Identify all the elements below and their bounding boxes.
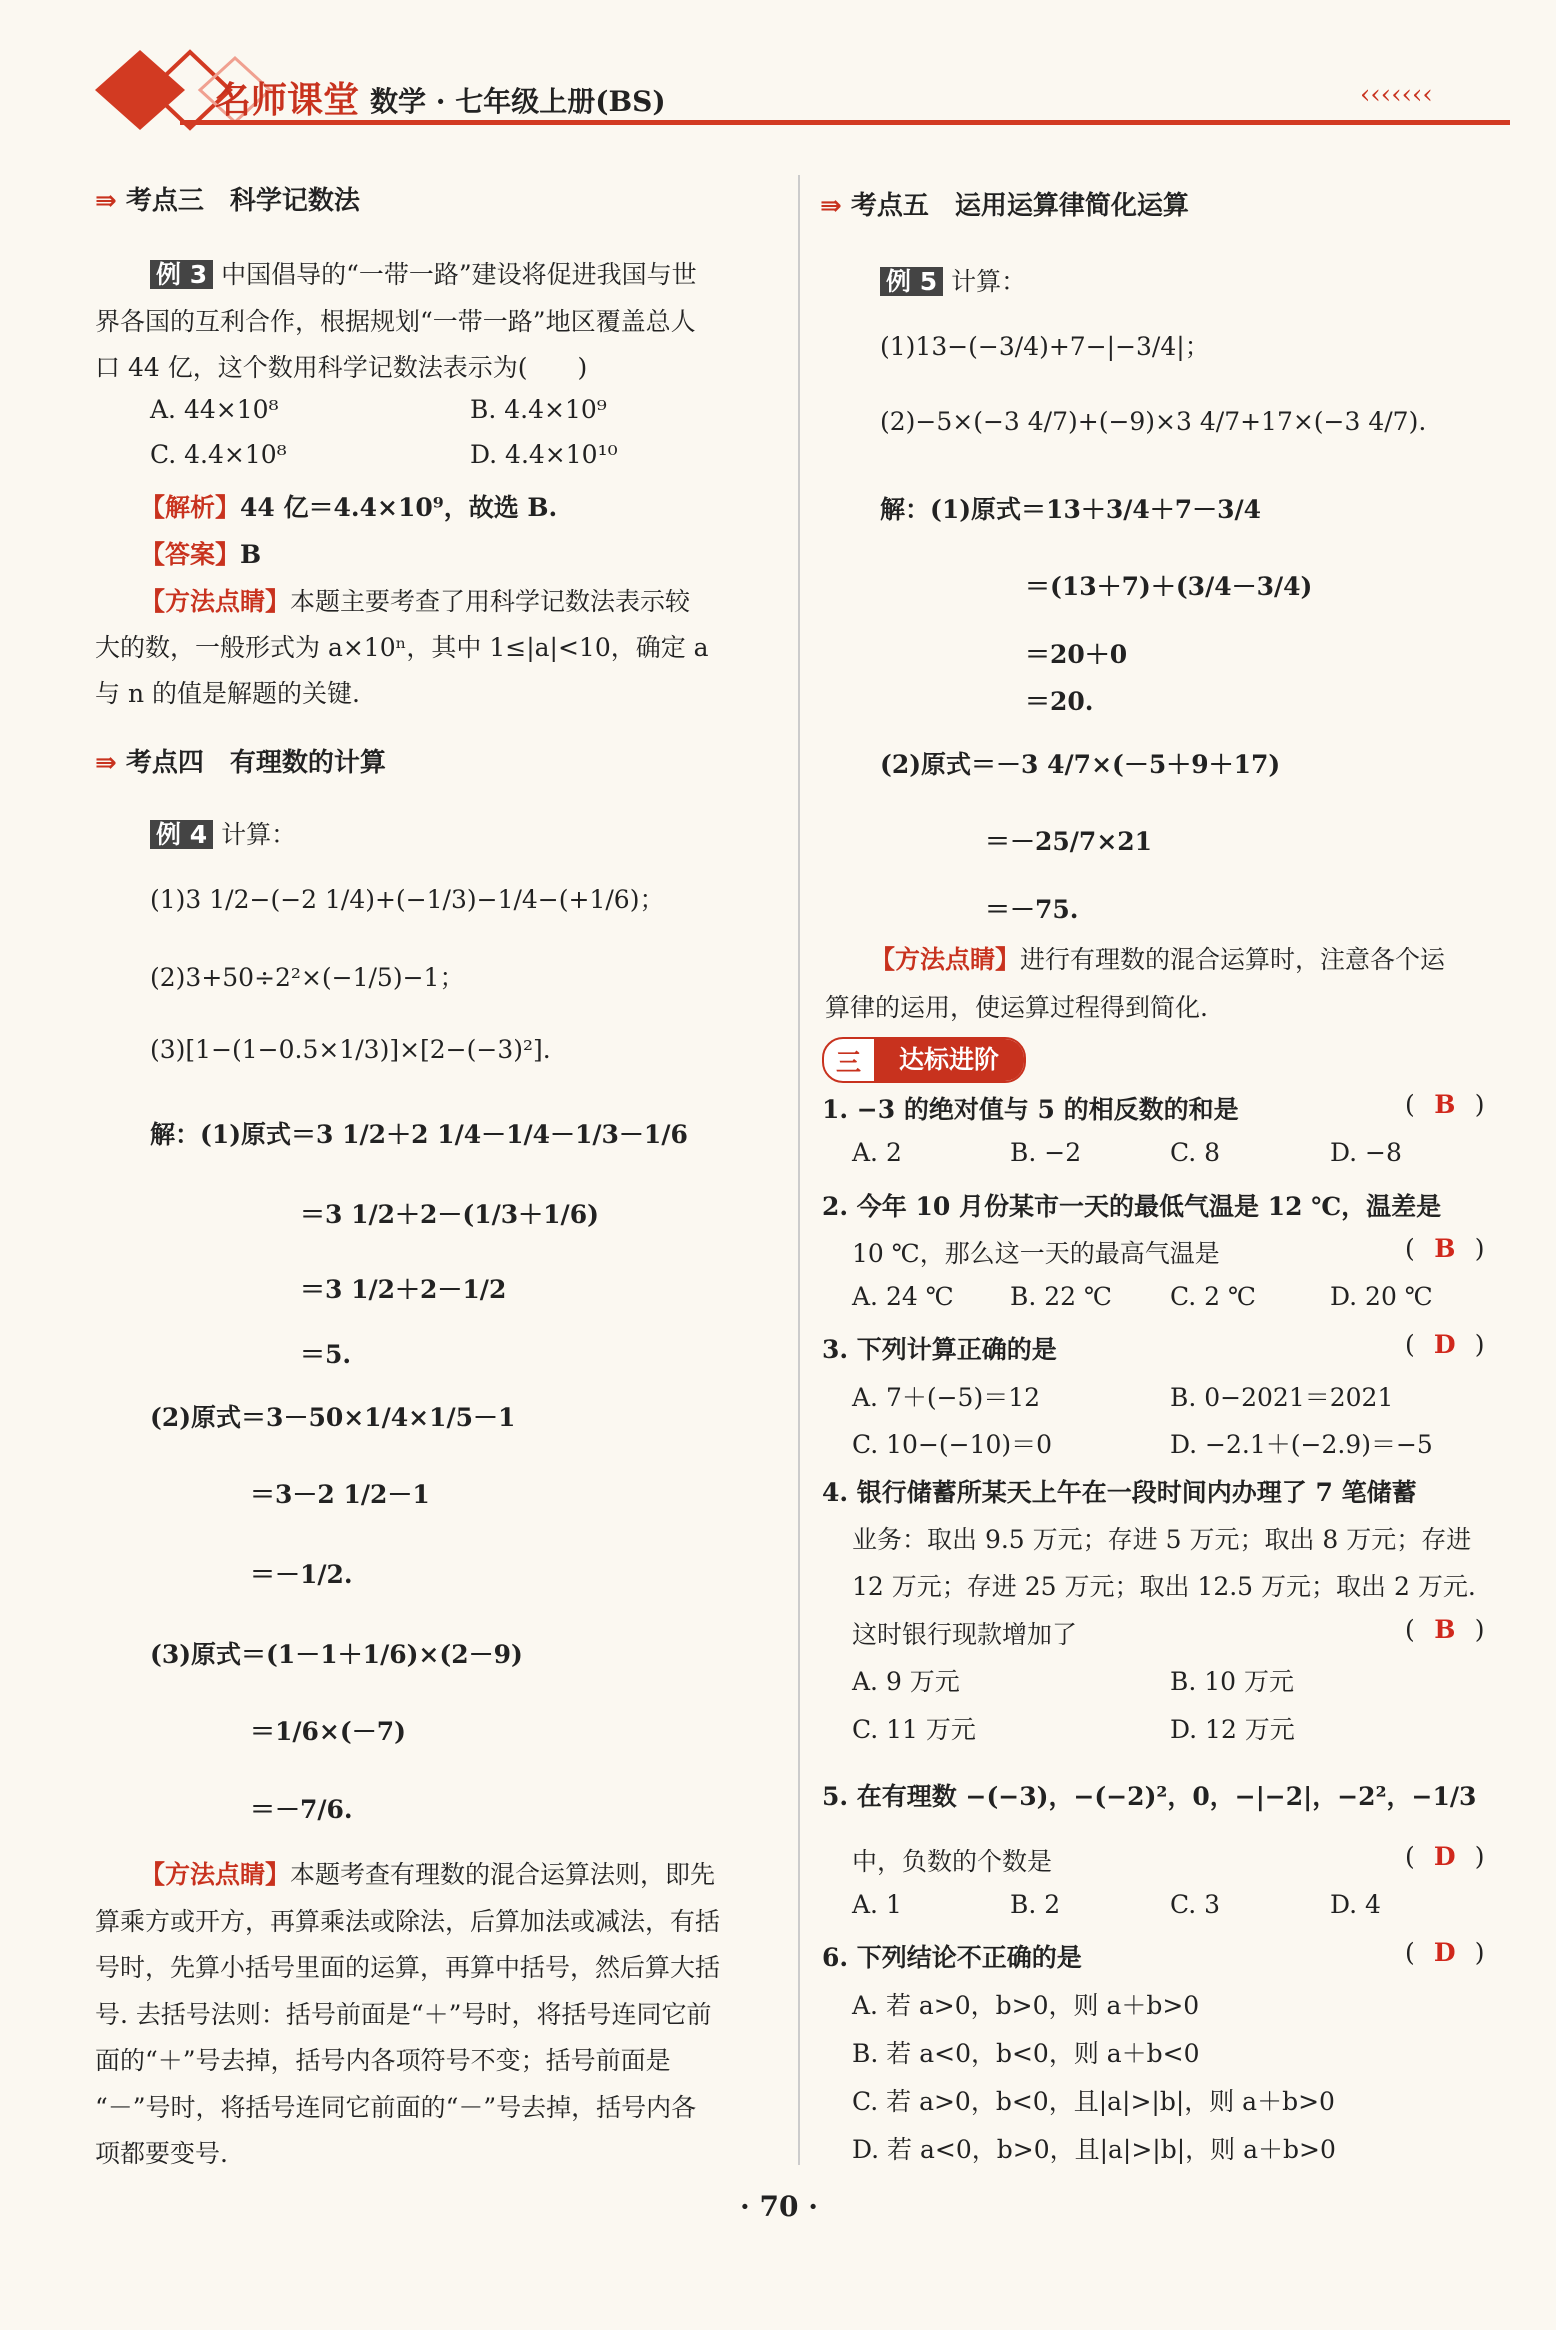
method-line: “－”号时，将括号连同它前面的“－”号去掉，括号内各 — [95, 2093, 697, 2122]
example-3-text: 中国倡导的“一带一路”建设将促进我国与世 — [221, 260, 697, 289]
answer-letter: D — [1433, 1842, 1456, 1871]
solution-line: ＝(13＋7)＋(3/4－3/4) — [1025, 572, 1313, 601]
question-2-line-2: 10 ℃，那么这一天的最高气温是 — [852, 1239, 1220, 1268]
brand-title: 名师课堂 — [215, 80, 360, 121]
section-3-title: 考点三 科学记数法 — [125, 186, 360, 216]
question-4-line-2: 业务：取出 9.5 万元；存进 5 万元；取出 8 万元；存进 — [852, 1525, 1472, 1554]
solution-line: ＝－25/7×21 — [985, 827, 1153, 856]
method-line: 号时，先算小括号里面的运算，再算中括号，然后算大括 — [95, 1953, 721, 1982]
option: B. 2 — [1010, 1890, 1061, 1919]
example-5-tag: 例 5 — [880, 267, 943, 296]
solution-line: ＝1/6×(－7) — [250, 1717, 406, 1746]
question-6: 6. 下列结论不正确的是 — [822, 1943, 1082, 1972]
example-3-line-3: 口 44 亿，这个数用科学记数法表示为( ) — [95, 353, 588, 382]
solution-line: (2)原式＝3－50×1/4×1/5－1 — [150, 1403, 516, 1432]
option-b: B. 4.4×10⁹ — [470, 395, 607, 424]
example-3-line-2: 界各国的互利合作，根据规划“一带一路”地区覆盖总人 — [95, 307, 696, 336]
method-text: 进行有理数的混合运算时，注意各个运 — [1020, 945, 1446, 974]
answer-letter: B — [1434, 1234, 1456, 1263]
answer-bracket: ( B ) — [1405, 1090, 1485, 1119]
option: A. 1 — [852, 1890, 902, 1919]
example-5-q2: (2)−5×(−3 4/7)+(−9)×3 4/7+17×(−3 4/7). — [880, 407, 1427, 436]
solution-line: 解：(1)原式＝3 1/2＋2 1/4－1/4－1/3－1/6 — [150, 1120, 688, 1149]
example-3-method-line-3: 与 n 的值是解题的关键. — [95, 679, 360, 708]
answer-letter: B — [1434, 1615, 1456, 1644]
method-line: 号. 去括号法则：括号前面是“＋”号时，将括号连同它前 — [95, 2000, 712, 2029]
answer-bracket: ( B ) — [1405, 1615, 1485, 1644]
option: C. 3 — [1170, 1890, 1221, 1919]
example-4-intro-text: 计算： — [221, 820, 297, 849]
option: C. 8 — [1170, 1138, 1221, 1167]
example-4-method-line-1 — [140, 1855, 715, 1891]
option: B. −2 — [1010, 1138, 1082, 1167]
option: A. 7＋(−5)＝12 — [852, 1383, 1041, 1412]
example-4-q1: (1)3 1/2−(−2 1/4)+(−1/3)−1/4−(+1/6)； — [150, 885, 665, 914]
option: C. 2 ℃ — [1170, 1282, 1256, 1311]
option-d: D. 4.4×10¹⁰ — [470, 440, 618, 469]
option-c: C. 4.4×10⁸ — [150, 440, 287, 469]
option: D. 4 — [1330, 1890, 1381, 1919]
solution-line: (3)原式＝(1－1＋1/6)×(2－9) — [150, 1640, 523, 1669]
example-4-tag: 例 4 — [150, 820, 213, 849]
solution-line: (2)原式＝－3 4/7×(－5＋9＋17) — [880, 750, 1281, 779]
option: B. 22 ℃ — [1010, 1282, 1112, 1311]
header-chevrons: ‹‹‹‹‹‹‹ — [1360, 80, 1433, 110]
example-5-intro — [880, 262, 1026, 298]
question-4-line-1: 4. 银行储蓄所某天上午在一段时间内办理了 7 笔储蓄 — [822, 1478, 1417, 1507]
question-3: 3. 下列计算正确的是 — [822, 1335, 1057, 1364]
example-3-analysis — [140, 488, 557, 524]
answer-text: B — [240, 540, 262, 569]
method-line: 项都要变号. — [95, 2139, 228, 2168]
section-arrow-icon: ⇛ — [95, 748, 117, 778]
answer-tag: 【答案】 — [140, 540, 241, 569]
question-4-line-4: 这时银行现款增加了 — [852, 1620, 1078, 1649]
answer-letter: D — [1433, 1938, 1456, 1967]
section-4-title: 考点四 有理数的计算 — [125, 748, 386, 778]
answer-bracket: ( D ) — [1405, 1842, 1485, 1871]
section-5-header — [820, 185, 1189, 222]
method-tag: 【方法点睛】 — [140, 1860, 291, 1889]
option: D. 若 a<0，b>0，且|a|>|b|，则 a＋b>0 — [852, 2135, 1336, 2164]
option: D. 20 ℃ — [1330, 1282, 1433, 1311]
option: D. −2.1＋(−2.9)＝−5 — [1170, 1430, 1433, 1459]
option: D. 12 万元 — [1170, 1715, 1295, 1744]
solution-line: ＝－75. — [985, 895, 1079, 924]
answer-bracket: ( D ) — [1405, 1938, 1485, 1967]
solution-line: ＝3－2 1/2－1 — [250, 1480, 430, 1509]
solution-line: ＝3 1/2＋2－(1/3＋1/6) — [300, 1200, 599, 1229]
option: A. 2 — [852, 1138, 902, 1167]
answer-letter: B — [1434, 1090, 1456, 1119]
analysis-tag: 【解析】 — [140, 493, 241, 522]
example-3-line-1 — [150, 255, 697, 291]
option: D. −8 — [1330, 1138, 1402, 1167]
option: A. 9 万元 — [852, 1667, 960, 1696]
option: B. 0−2021＝2021 — [1170, 1383, 1394, 1412]
solution-line: ＝20＋0 — [1025, 640, 1128, 669]
part-3-number: 三 — [836, 1048, 862, 1077]
option-a: A. 44×10⁸ — [150, 395, 279, 424]
solution-line: ＝－7/6. — [250, 1795, 353, 1824]
solution-line: ＝3 1/2＋2－1/2 — [300, 1275, 507, 1304]
option: A. 若 a>0，b>0，则 a＋b>0 — [852, 1991, 1200, 2020]
example-3-tag: 例 3 — [150, 260, 213, 289]
subject-title: 数学 · 七年级上册(BS) — [370, 85, 666, 118]
question-5-line-2: 中，负数的个数是 — [852, 1847, 1053, 1876]
example-3-method-line-2: 大的数，一般形式为 a×10ⁿ，其中 1≤|a|<10，确定 a — [95, 633, 709, 662]
option: A. 24 ℃ — [852, 1282, 954, 1311]
column-divider — [798, 175, 800, 2165]
solution-line: 解：(1)原式＝13＋3/4＋7－3/4 — [880, 495, 1262, 524]
section-5-title: 考点五 运用运算律简化运算 — [850, 191, 1189, 221]
part-3-title: 达标进阶 — [874, 1039, 1024, 1081]
option: C. 11 万元 — [852, 1715, 976, 1744]
example-5-q1: (1)13−(−3/4)+7−|−3/4|； — [880, 332, 1210, 361]
example-3-method-line-1 — [140, 582, 690, 618]
example-5-intro-text: 计算： — [951, 267, 1027, 296]
answer-bracket: ( B ) — [1405, 1234, 1485, 1263]
page-number: · 70 · — [740, 2190, 818, 2223]
answer-bracket: ( D ) — [1405, 1330, 1485, 1359]
question-1: 1. −3 的绝对值与 5 的相反数的和是 — [822, 1095, 1239, 1124]
question-2-line-1: 2. 今年 10 月份某市一天的最低气温是 12 ℃，温差是 — [822, 1192, 1442, 1221]
method-line: 面的“＋”号去掉，括号内各项符号不变；括号前面是 — [95, 2046, 671, 2075]
example-4-intro — [150, 815, 296, 851]
analysis-text: 44 亿＝4.4×10⁹，故选 B. — [240, 493, 558, 522]
option: B. 若 a<0，b<0，则 a＋b<0 — [852, 2039, 1200, 2068]
solution-line: ＝5. — [300, 1340, 352, 1369]
answer-letter: D — [1433, 1330, 1456, 1359]
method-line: 算乘方或开方，再算乘法或除法，后算加法或减法，有括 — [95, 1907, 721, 1936]
solution-line: ＝20. — [1025, 687, 1094, 716]
question-4-line-3: 12 万元；存进 25 万元；取出 12.5 万元；取出 2 万元. — [852, 1572, 1476, 1601]
section-4-header — [95, 742, 386, 779]
example-5-method-line-1 — [870, 940, 1445, 976]
method-tag: 【方法点睛】 — [870, 945, 1021, 974]
section-arrow-icon: ⇛ — [95, 186, 117, 216]
section-arrow-icon: ⇛ — [820, 191, 842, 221]
method-line: 算律的运用，使运算过程得到简化. — [825, 993, 1208, 1022]
method-tag: 【方法点睛】 — [140, 587, 291, 616]
option: B. 10 万元 — [1170, 1667, 1295, 1696]
option: C. 10−(−10)＝0 — [852, 1430, 1053, 1459]
question-5-line-1: 5. 在有理数 −(−3)，−(−2)²，0，−|−2|，−2²，−1/3 — [822, 1782, 1477, 1811]
example-3-answer — [140, 535, 261, 571]
example-4-q2: (2)3+50÷2²×(−1/5)−1； — [150, 963, 465, 992]
example-4-q3: (3)[1−(1−0.5×1/3)]×[2−(−3)²]. — [150, 1035, 551, 1064]
section-3-header — [95, 180, 360, 217]
option: C. 若 a>0，b<0，且|a|>|b|，则 a＋b>0 — [852, 2087, 1335, 2116]
method-text: 本题主要考查了用科学记数法表示较 — [290, 587, 691, 616]
part-3-banner — [822, 1037, 1026, 1083]
method-text: 本题考查有理数的混合运算法则，即先 — [290, 1860, 716, 1889]
solution-line: ＝－1/2. — [250, 1560, 353, 1589]
